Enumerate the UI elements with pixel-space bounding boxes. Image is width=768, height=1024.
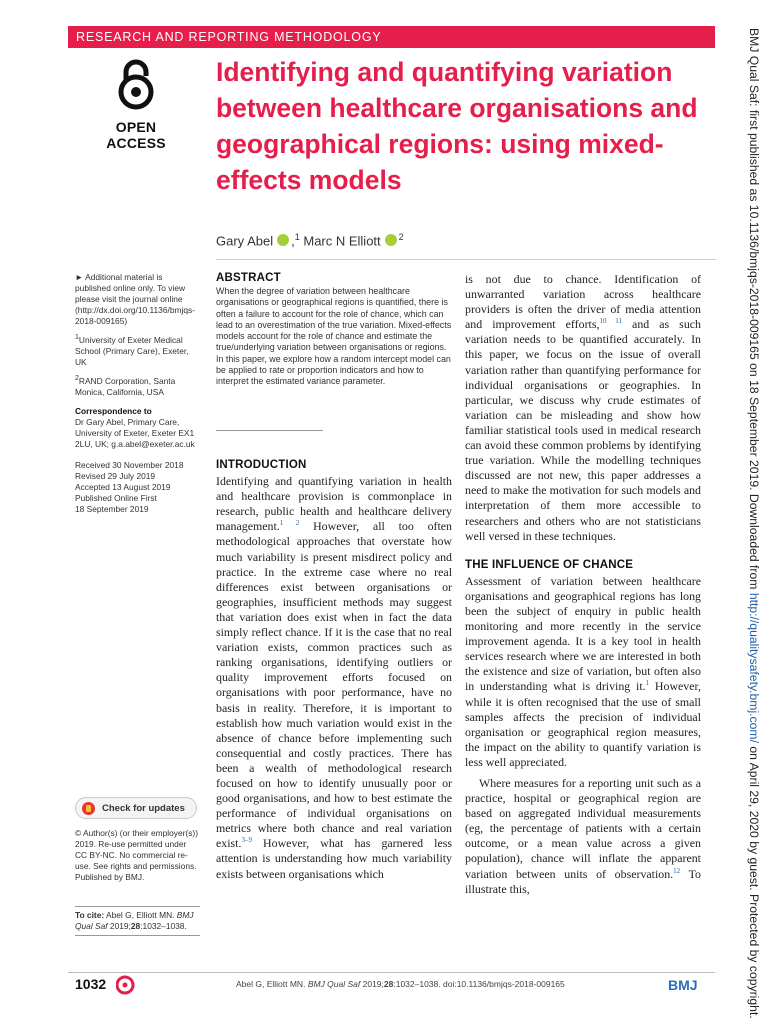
health-foundation-icon [116, 975, 164, 995]
abstract-body: When the degree of variation between healthcare organisations or geographical regions is quantified, there is often a failure to account for the role of chance, which can lead to an overestimation of the true variation. Mixed-effects models account for the role of chance and estimate the true/underlying variation between organisations or regions. In this paper, we explore how a random intercept model can be applied to rate or proportion indicators and how to interpret the estimated variance parameter. [216, 286, 452, 387]
cite-year: 2019; [109, 921, 131, 931]
paragraph-text: However, what has garnered less attention is understanding how much variability exists between organisations which [216, 836, 452, 881]
revised-date: Revised 29 July 2019 [75, 470, 156, 481]
notice-text: BMJ Qual Saf: first published as 10.1136/bmjqs-2018-009165 on 18 September 2019. Downloaded from [747, 28, 761, 593]
footer-cite-volume: 28 [383, 979, 394, 989]
introduction-section [216, 458, 452, 882]
introduction-heading: INTRODUCTION [216, 459, 307, 471]
published-date: 18 September 2019 [75, 503, 149, 514]
author-affil-sup: 1 [294, 232, 300, 242]
affiliation-text: RAND Corporation, Santa Monica, California, USA [75, 375, 176, 397]
article-title: Identifying and quantifying variation between healthcare organisations and geographical regions: using mixed-effects models [216, 57, 698, 195]
author-affil-sup: 2 [398, 232, 404, 242]
copyright-text: © Author(s) (or their employer(s)) 2019. Re-use permitted under CC BY-NC. No commercial re-use. See rights and permissions. Published by BMJ. [75, 828, 198, 882]
footer-cite-doi: :1032–1038. doi:10.1136/bmjqs-2018-009165 [393, 979, 565, 989]
updates-icon [82, 802, 95, 815]
section-banner: RESEARCH AND REPORTING METHODOLOGY [68, 26, 715, 48]
open-access-icon [114, 58, 158, 110]
affil-sup: 2 [75, 374, 79, 382]
reference-link[interactable]: 3–9 [241, 836, 252, 845]
abstract-section [216, 272, 452, 388]
footer-cite-journal: BMJ Qual Saf [307, 979, 361, 989]
bmj-logo: BMJ [668, 977, 698, 993]
footer-cite-year: 2019; [360, 979, 384, 989]
vertical-download-notice [744, 28, 764, 1019]
notice-text: on April 29, 2020 by guest. Protected by copyright. [747, 742, 761, 1019]
copyright-note [75, 828, 200, 888]
affiliation [75, 373, 200, 398]
paragraph-text: Assessment of variation between healthcare organisations and geographical regions has long been the subject of enquiry in public health monitoring and more recently in the service improvement agenda. It is a key tool in health services research where we are interested in both the existence and size of variation, but often also in understanding what is driving it. [465, 573, 701, 694]
divider [216, 259, 716, 260]
paragraph [216, 474, 452, 882]
paragraph-text: To illustrate this, [465, 866, 701, 896]
paragraph [465, 272, 701, 544]
reference-link[interactable]: 12 [673, 866, 681, 875]
cite-pages: :1032–1038. [140, 921, 187, 931]
check-for-updates-button[interactable] [75, 797, 197, 819]
reference-link[interactable]: 1 [645, 679, 650, 688]
open-access-label: OPEN ACCESS [106, 119, 166, 151]
accepted-date: Accepted 13 August 2019 [75, 481, 171, 492]
cite-label: To cite: [75, 910, 105, 920]
open-access-badge [86, 58, 186, 151]
footer-cite-text: Abel G, Elliott MN. [236, 979, 308, 989]
page-number: 1032 [75, 976, 107, 992]
footer-citation [236, 979, 565, 989]
paragraph-text: However, while it is often recognised that the use of small samples affects the precision of individual organisation or geographical region measures, the impact on the ability to quantify variation is less well appreciated. [465, 679, 701, 769]
correspondence-heading: Correspondence to [75, 405, 152, 416]
orcid-icon[interactable] [277, 234, 289, 246]
paragraph-text: Identifying and quantifying variation in health and healthcare provision is commonplace in research, public health and healthcare delivery management. [216, 474, 452, 534]
cite-box [75, 906, 200, 936]
author-name[interactable]: Gary Abel [216, 233, 274, 249]
paragraph-text: However, all too often methodological approaches that overstate how much variability is present misdirect policy and practice. In the extreme case where no real differences exist between organisations or geographies, insufficient methods may suggest that variation does exist when in fact the data simply reflect chance. If it is the case that no real variation exists, common practices such as ranking organisations, identifying outliers or quality improvement efforts focused on organisations with poor performance, have no basis in reality. Therefore, it is important to establish how much variation would exist in the absence of chance before implementing such consequential and costly practices. There has been a wealth of methodological research focused on how to identify unusually poor or good organisations, and how to best estimate the performance of individual organisations on metrics where both chance and real variation exist. [216, 519, 452, 851]
column-two [465, 272, 701, 897]
paragraph-text: Where measures for a reporting unit such as a practice, hospital or geographical region are based on aggregated individual measurements (eg, the percentage of patients with a certain outcome, or a mean value across a given population), chance will inflate the apparent variation between units of observation. [465, 776, 701, 881]
affil-sup: 1 [75, 334, 79, 341]
divider [216, 430, 323, 431]
author-name[interactable]: Marc N Elliott [303, 233, 381, 249]
abstract-heading: ABSTRACT [216, 272, 281, 284]
paragraph [465, 776, 701, 897]
published-label: Published Online First [75, 492, 157, 503]
affiliation [75, 332, 200, 368]
reference-link[interactable]: 10 11 [599, 317, 622, 326]
sidebar-info [75, 272, 200, 520]
additional-material-note[interactable]: ► Additional material is published online only. To view please visit the journal online (http://dx.doi.org/10.1136/bmjqs-2018-009165) [75, 272, 195, 326]
paragraph [465, 574, 701, 770]
orcid-icon[interactable] [385, 234, 397, 246]
cite-journal: BMJ Qual Saf [75, 910, 194, 931]
reference-link[interactable]: 1 2 [279, 519, 300, 528]
correspondence-body: Dr Gary Abel, Primary Care, University of Exeter, Exeter EX1 2LU, UK; g.a.abel@exeter.ac.uk [75, 416, 195, 449]
paragraph-text: and as such variation needs to be quantified accurately. In this paper, we focus on the issue of overall variation rather than quantifying performance for individual organisations or geographies. In particular, we discuss why crude estimates of variation can be misleading and show how familiar statistical tools used in medical research can avoid these common problems by identifying true variation. While the modelling techniques discussed are not new, this paper addresses a need to make the motivation for such models and interpretation of them more accessible to researchers and others who are not statisticians well versed in these techniques. [465, 317, 701, 543]
check-updates-label: Check for updates [102, 803, 185, 814]
footer-divider [68, 972, 715, 973]
cite-text: Abel G, Elliott MN. [106, 910, 175, 920]
journal-link[interactable]: http://qualitysafety.bmj.com/ [747, 592, 761, 743]
received-date: Received 30 November 2018 [75, 459, 184, 470]
health-foundation-logo [116, 975, 164, 1000]
section-heading: THE INFLUENCE OF CHANCE [465, 558, 634, 571]
affiliation-text: University of Exeter Medical School (Primary Care), Exeter, UK [75, 334, 189, 367]
cite-volume: 28 [130, 921, 141, 931]
paragraph-text: is not due to chance. Identification of unwarranted variation across healthcare providers is often the driver of media attention and improvement efforts, [465, 272, 701, 332]
author-list: Gary Abel ,$^1$ Marc N Elliott $^2$ [216, 232, 404, 249]
